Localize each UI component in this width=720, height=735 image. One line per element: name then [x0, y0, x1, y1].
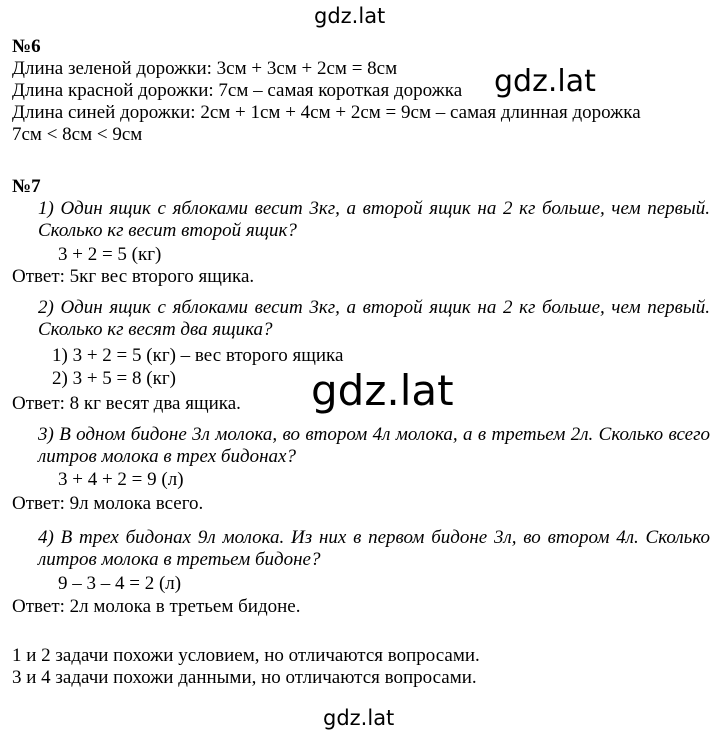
task-2-solution-step-2: 2) 3 + 5 = 8 (кг) — [52, 368, 176, 389]
task-4-solution: 9 – 3 – 4 = 2 (л) — [58, 573, 182, 594]
task-3-answer: Ответ: 9л молока всего. — [12, 493, 204, 514]
section-7-heading: №7 — [12, 176, 41, 197]
task-4-text: 4) В трех бидонах 9л молока. Из них в первом бидоне 3л, во втором 4л. Сколько литров молока в третьем бидоне? — [38, 527, 710, 570]
watermark-middle: gdz.lat — [307, 366, 458, 415]
task-2-solution-step-1: 1) 3 + 2 = 5 (кг) – вес второго ящика — [52, 345, 344, 366]
task-1-answer: Ответ: 5кг вес второго ящика. — [12, 266, 255, 287]
blue-path-line: Длина синей дорожки: 2см + 1см + 4см + 2см = 9см – самая длинная дорожка — [12, 102, 641, 123]
watermark-top: gdz.lat — [314, 4, 386, 28]
task-3-solution: 3 + 4 + 2 = 9 (л) — [58, 469, 184, 490]
conclusion-1: 1 и 2 задачи похожи условием, но отличаются вопросами. — [12, 645, 480, 666]
green-path-line: Длина зеленой дорожки: 3см + 3см + 2см = 8см — [12, 58, 398, 79]
watermark-bottom: gdz.lat — [323, 706, 395, 730]
section-6-heading: №6 — [12, 36, 41, 57]
task-4-answer: Ответ: 2л молока в третьем бидоне. — [12, 596, 301, 617]
task-1-solution: 3 + 2 = 5 (кг) — [58, 244, 162, 265]
conclusion-2: 3 и 4 задачи похожи данными, но отличаются вопросами. — [12, 667, 477, 688]
comparison-line: 7см < 8см < 9см — [12, 124, 143, 145]
watermark-side: gdz.lat — [491, 64, 599, 99]
task-2-text: 2) Один ящик с яблоками весит 3кг, а второй ящик на 2 кг больше, чем первый. Сколько кг весят два ящика? — [38, 297, 710, 340]
task-1-text: 1) Один ящик с яблоками весит 3кг, а второй ящик на 2 кг больше, чем первый. Сколько кг весит второй ящик? — [38, 198, 710, 241]
red-path-line: Длина красной дорожки: 7см – самая короткая дорожка — [12, 80, 463, 101]
task-3-text: 3) В одном бидоне 3л молока, во втором 4л молока, а в третьем 2л. Сколько всего литров молока в трех бидонах? — [38, 424, 710, 467]
task-2-answer: Ответ: 8 кг весят два ящика. — [12, 393, 241, 414]
